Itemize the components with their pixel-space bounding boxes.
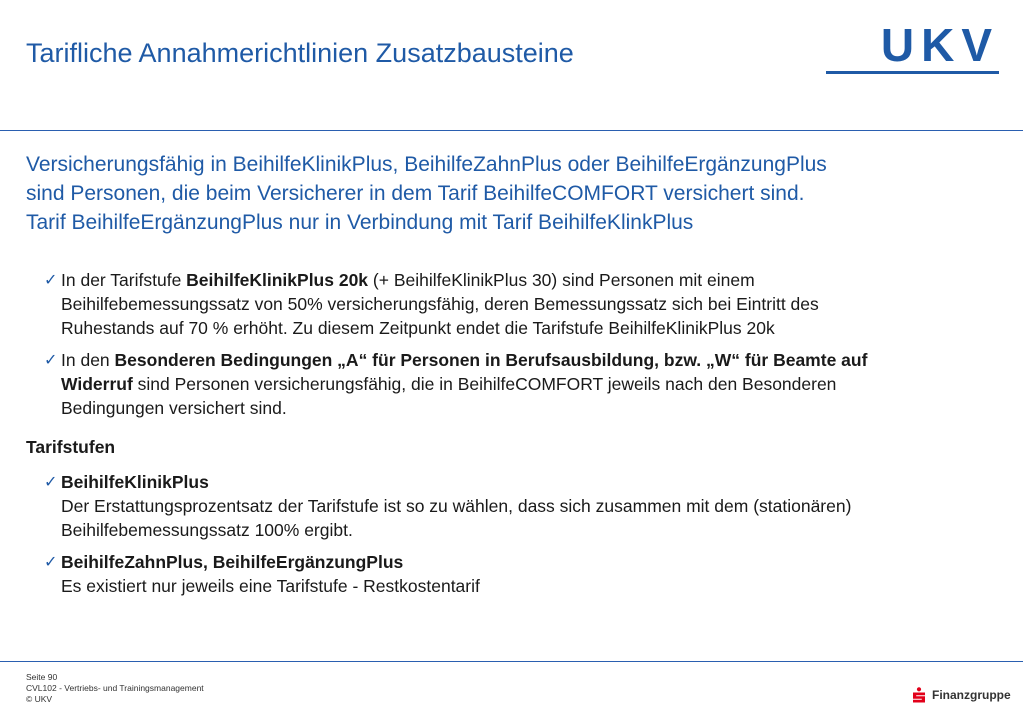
checkmark-icon: ✓ [44, 350, 58, 369]
bullet-line: Beihilfebemessungssatz von 50% versicherungsfähig, deren Bemessungssatz sich bei Eintritt des [61, 294, 819, 314]
course-label: CVL102 - Vertriebs- und Trainingsmanagement [26, 683, 204, 693]
tarifstufe-item [44, 550, 1004, 598]
ukv-logo-text: UKV [880, 19, 999, 71]
intro-line-2: sind Personen, die beim Versicherer in dem Tarif BeihilfeCOMFORT versichert sind. [26, 182, 805, 205]
tarifstufe-desc: Beihilfebemessungssatz 100% ergibt. [61, 520, 353, 540]
criteria-item [44, 348, 1004, 420]
tarifstufe-desc: Der Erstattungsprozentsatz der Tarifstufe ist so zu wählen, dass sich zusammen mit dem (stationären) [61, 496, 852, 516]
page-number: Seite 90 [26, 672, 58, 682]
ukv-logo [826, 19, 999, 74]
tarifstufen-heading: Tarifstufen [26, 437, 116, 457]
bullet-line [61, 348, 1004, 372]
tarifstufe-item [44, 470, 1004, 542]
intro-line-3: Tarif BeihilfeErgänzungPlus nur in Verbindung mit Tarif BeihilfeKlinkPlus [26, 211, 694, 234]
bullet-bold-text: Widerruf [61, 374, 133, 394]
checkmark-icon: ✓ [44, 472, 58, 491]
finanzgruppe-logo [912, 685, 1011, 705]
bullet-text: In der Tarifstufe [61, 270, 187, 290]
bullet-text: sind Personen versicherungsfähig, die in BeihilfeCOMFORT jeweils nach den Besonderen [132, 374, 837, 394]
tarifstufen-list [44, 470, 1004, 598]
bullet-bold-text: BeihilfeKlinikPlus 20k [186, 270, 369, 290]
tarifstufe-desc: Es existiert nur jeweils eine Tarifstufe - Restkostentarif [61, 576, 480, 596]
checkmark-icon: ✓ [44, 552, 58, 571]
criteria-list [44, 268, 1004, 420]
header-divider [0, 130, 1023, 131]
intro-text [26, 150, 1006, 237]
bullet-text: In den [61, 350, 115, 370]
slide-title: Tarifliche Annahmerichtlinien Zusatzbausteine [26, 38, 574, 68]
criteria-item [44, 268, 1004, 340]
intro-line-1: Versicherungsfähig in BeihilfeKlinikPlus, BeihilfeZahnPlus oder BeihilfeErgänzungPlus [26, 153, 827, 176]
bullet-bold-text: Besonderen Bedingungen „A“ für Personen in Berufsausbildung, bzw. „W“ für Beamte auf [114, 350, 868, 370]
footer-divider [0, 661, 1023, 662]
tarifstufe-name: BeihilfeKlinikPlus [61, 472, 209, 492]
sparkasse-s-icon [912, 687, 926, 703]
bullet-text: (+ BeihilfeKlinikPlus 30) sind Personen mit einem [368, 270, 755, 290]
bullet-line [61, 268, 1004, 292]
checkmark-icon: ✓ [44, 270, 58, 289]
brand-text: Finanzgruppe [932, 688, 1011, 702]
bullet-line: Bedingungen versichert sind. [61, 398, 287, 418]
footer [26, 672, 204, 705]
bullet-line [61, 372, 1004, 396]
bullet-line: Ruhestands auf 70 % erhöht. Zu diesem Zeitpunkt endet die Tarifstufe BeihilfeKlinikPlus 20k [61, 318, 775, 338]
tarifstufe-name: BeihilfeZahnPlus, BeihilfeErgänzungPlus [61, 552, 404, 572]
copyright: © UKV [26, 694, 53, 704]
ukv-logo-underline [826, 71, 999, 74]
